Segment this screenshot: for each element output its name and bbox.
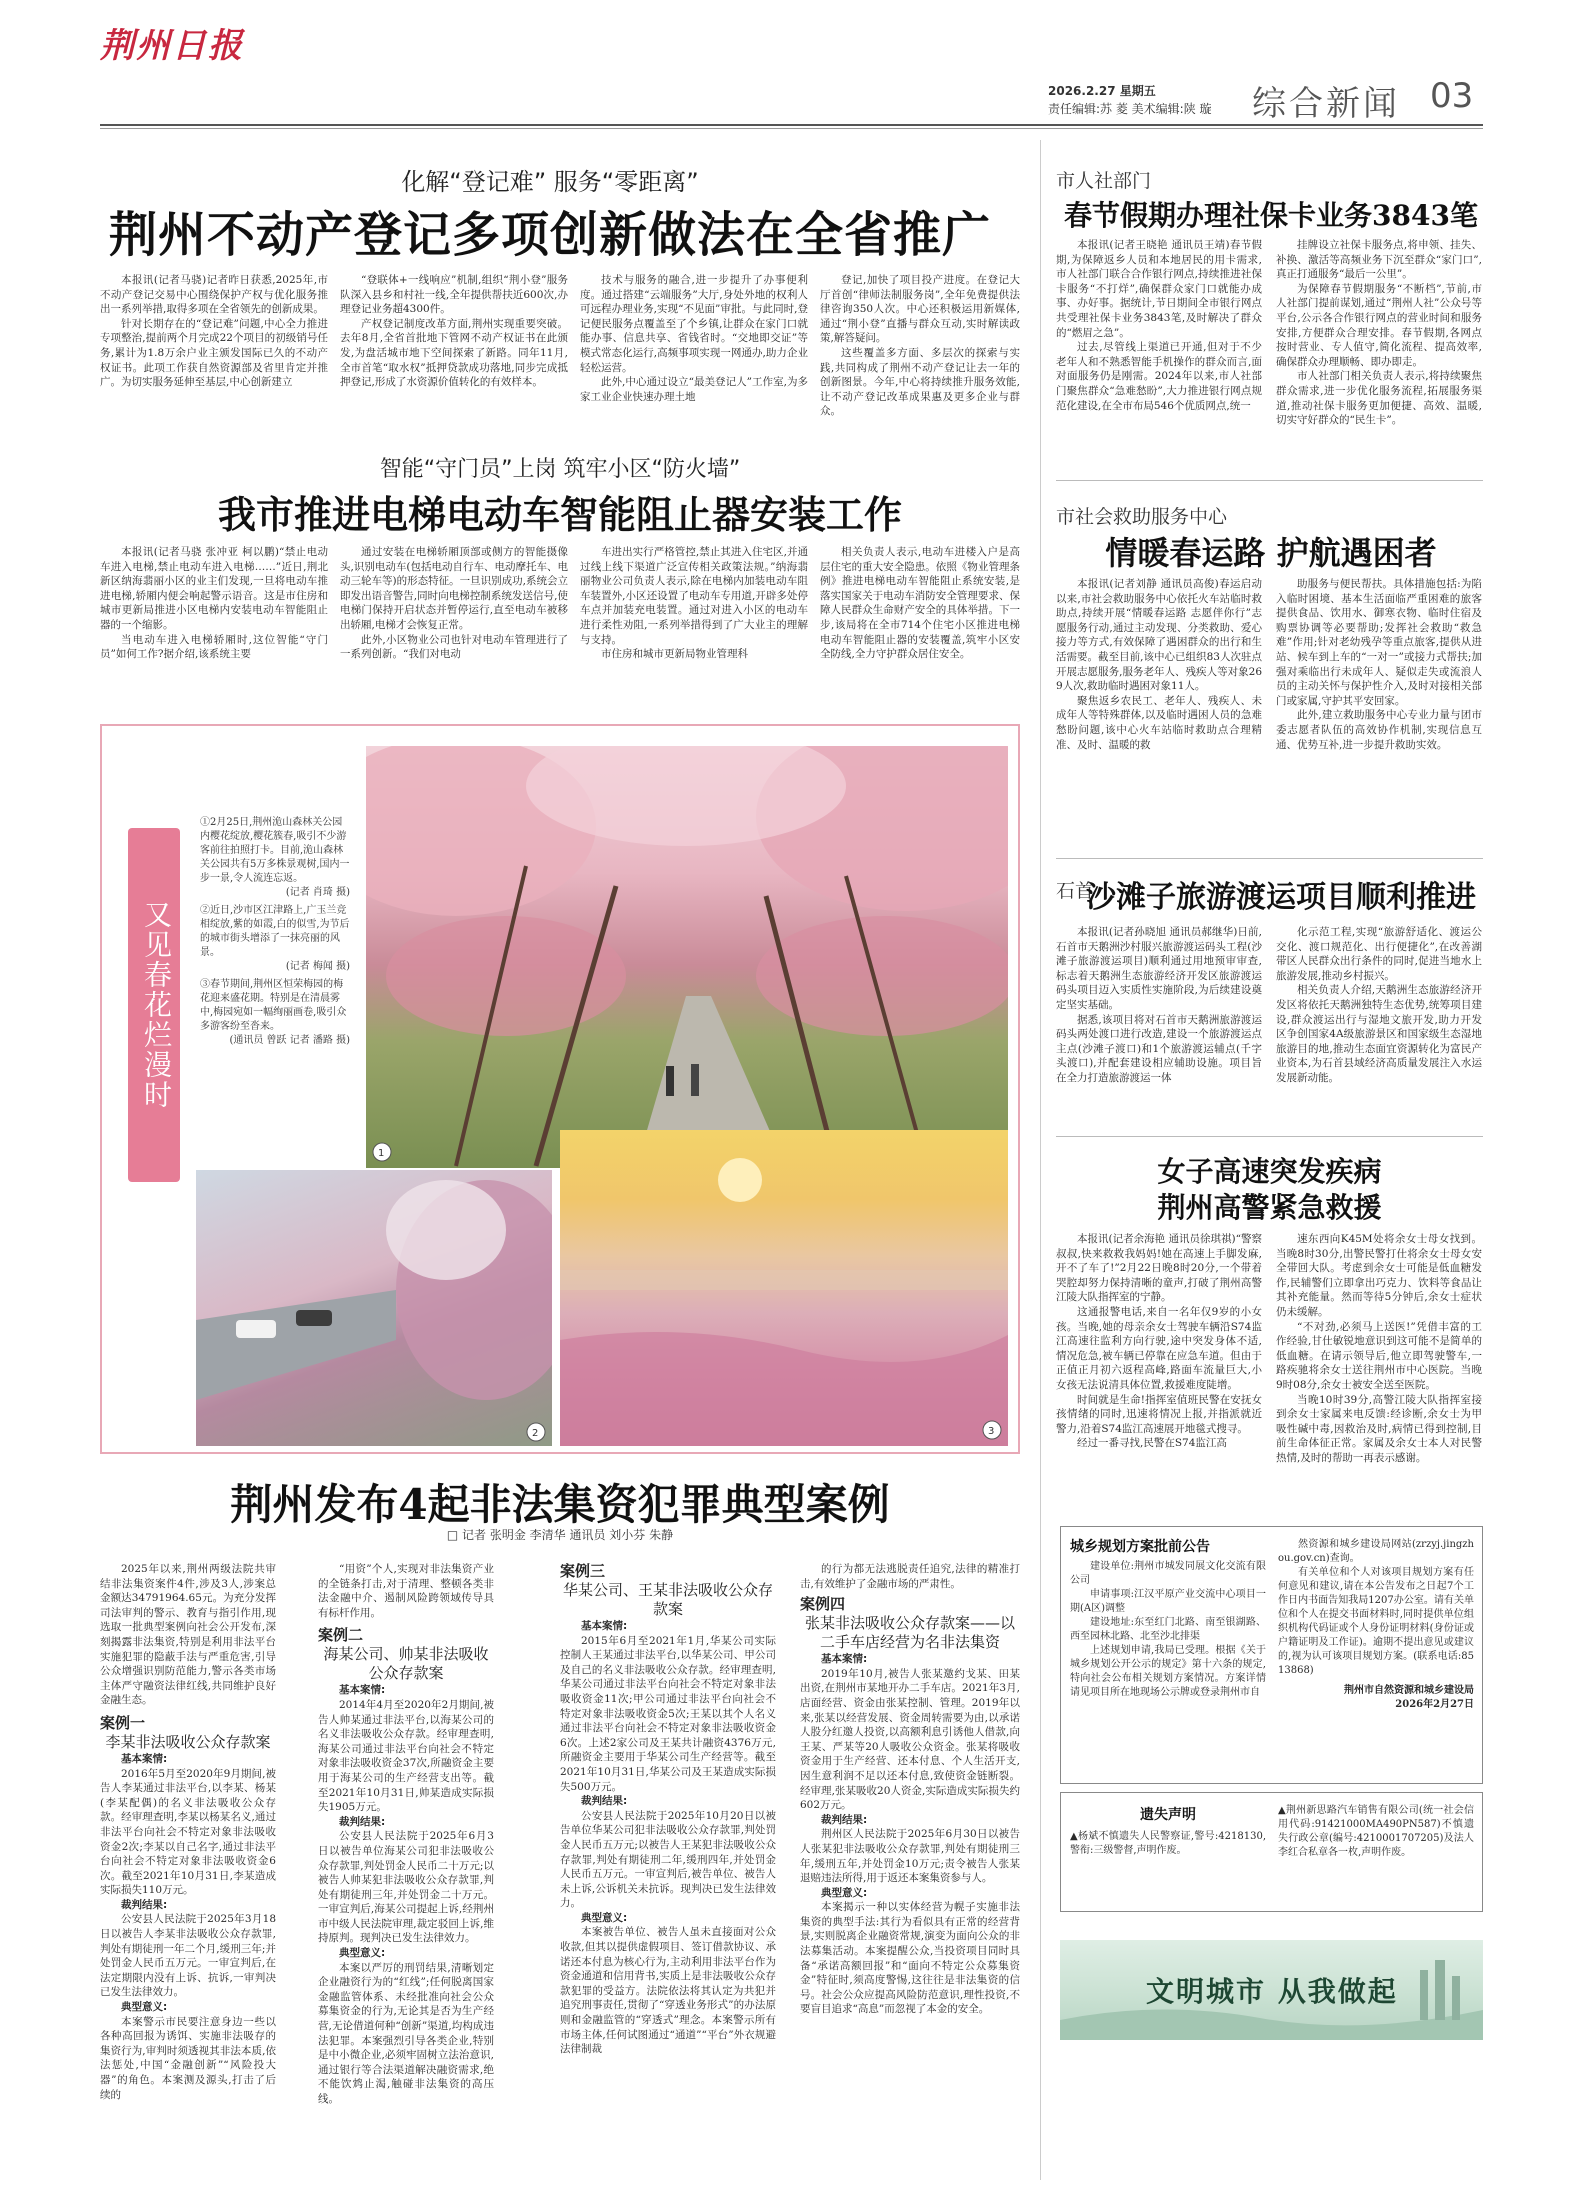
paragraph: 登记,加快了项目投产进度。在登记大厅首创“律师法制服务岗”,全年免费提供法律咨询350人次。中心还积极运用新媒体,通过“荆小登”直播与群众互动,实时解读政策,解答疑问。 bbox=[820, 274, 1020, 345]
case1-title: 李某非法吸收公众存款案 bbox=[105, 1732, 271, 1751]
notice-planning-title: 城乡规划方案批前公告 bbox=[1070, 1539, 1210, 1555]
paragraph: 申请事项:江汉平原产业交流中心项目一期(A区)调整 bbox=[1070, 1589, 1266, 1614]
plum-garden-illustration bbox=[560, 1130, 1008, 1446]
paragraph: 本案以严厉的刑罚结果,清晰划定企业融资行为的“红线”;任何脱离国家金融监管体系、未经批准向社会公众募集资金的行为,无论其是否为生产经营,无论借道何种“创新”渠道,均构成违法犯罪。本案强烈引导各类企业,特别是中小微企业,必须牢固树立法治意识,通过银行等合法渠道解决融资需求,绝不能饮鸩止渴,触碰非法集资的高压线。 bbox=[318, 1961, 494, 2105]
paragraph: 此外,小区物业公司也针对电动车管理进行了一系列创新。“我们对电动 bbox=[340, 633, 568, 661]
paragraph: 基本案情: bbox=[121, 1752, 168, 1765]
news4-title-line2: 荆州高警紧急救援 bbox=[1157, 1191, 1382, 1224]
paragraph: “登联体+一线响应”机制,组织“荆小登”服务队深入县乡和村社一线,全年提供帮扶近600次,办理登记业务超4300件。 bbox=[340, 274, 568, 316]
case1-head: 案例一 bbox=[100, 1713, 146, 1732]
paragraph: 本报讯(记者王晓艳 通讯员王靖)春节假期,为保障返乡人员和本地居民的用卡需求,市人社部门联合合作银行网点,持续推进社保卡服务“不打烊”,确保群众家门口就能办成事、办好事。据统计,节日期间全市银行网点共受理社保卡业务3843笔,及时解决了群众的“燃眉之急”。 bbox=[1056, 239, 1262, 339]
paragraph: 基本案情: bbox=[581, 1620, 628, 1632]
paragraph: 本案揭示一种以实体经营为幌子实施非法集资的典型手法:其行为看似具有正常的经营背景,实则脱离企业融资常规,演变为面向公众的非法募集活动。本案提醒公众,当投资项目同时具备“承诺高额回报”和“面向不特定公众募集资金”特征时,须高度警惕,这往往是非法集资的信号。社会公众应提高风险防范意识,理性投资,不要盲目追求“高息”而忽视了本金的安全。 bbox=[800, 1901, 1020, 2016]
civilized-city-banner bbox=[1060, 1940, 1483, 2040]
paragraph: 本报讯(记者刘静 通讯员高俊)春运启动以来,市社会救助服务中心依托火车站临时救助点,持续开展“情暖春运路 志愿伴你行”志愿服务行动,通过主动发现、分类救助、爱心接力等方式,有效保障了遇困群众的出行和生活需要。截至目前,该中心已组织83人次驻点开展志愿服务,服务老年人、残疾人等对象269人次,救助临时遇困对象11人。 bbox=[1056, 578, 1262, 693]
photo-magnolia-street bbox=[196, 1170, 552, 1446]
paragraph: 典型意义: bbox=[121, 2001, 168, 2014]
paragraph: 2015年6月至2021年1月,华某公司实际控制人王某通过非法平台,以华某公司、甲公司及自己的名义非法吸收公众存款。经审理查明,华某公司通过非法平台向社会不特定对象非法吸收资金11次;甲公司通过非法平台向社会不特定对象非法吸收资金5次;王某以其个人名义通过非法平台向社会不特定对象非法吸收资金6次。上述2家公司及王某共计融资4376万元,所融资金主要用于华某公司生产经营等。截至2021年10月31日,华某公司及王某造成实际损失500万元。 bbox=[560, 1634, 776, 1793]
photo-cherry-blossom-park bbox=[366, 746, 1008, 1168]
paragraph: 2025年以来,荆州两级法院共审结非法集资案件4件,涉及3人,涉案总金额达34791964.65元。为充分发挥司法审判的警示、教育与指引作用,现选取一批典型案例向社会公开发布,深刻揭露非法集资,特别是利用非法平台实施犯罪的隐蔽手法与严重危害,引导公众增强识别防范能力,警示各类市场主体严守融资法律红线,共同维护良好金融生态。 bbox=[100, 1563, 276, 1707]
paragraph: 本报讯(记者孙晓旭 通讯员郝继华)日前,石首市天鹅洲沙村服兴旅游渡运码头工程(沙滩子旅游渡运项目)顺利通过用地预审审查,标志着天鹅洲生态旅游经济开发区旅游渡运码头项目迈入实质性实施阶段,为后续建设奠定坚实基础。 bbox=[1056, 926, 1262, 1011]
notice-lost-title: 遗失声明 bbox=[1140, 1807, 1196, 1823]
news1-col1 bbox=[1056, 238, 1262, 468]
paragraph: 本报讯(记者马骁 张冲亚 柯以鹏)“禁止电动车进入电梯,禁止电动车进入电梯……”近日,荆北新区纳海翡丽小区的业主们发现,一旦将电动车推进电梯,轿厢内便会响起警示语音。这是市住房和城市更新局推进小区电梯内安装电动车智能阻止器的一个缩影。 bbox=[100, 546, 328, 631]
news3-col2 bbox=[1276, 925, 1482, 1125]
case3-head: 案例三 bbox=[560, 1562, 606, 1580]
paragraph: 相关负责人介绍,天鹅洲生态旅游经济开发区将依托天鹅洲独特生态优势,统筹项目建设,群众渡运出行与湿地文旅开发,助力开发区争创国家4A级旅游景区和国家级生态湿地旅游目的地,推动生态面宜资源转化为富民产业资本,为石首县域经济高质量发展注入水运发展新动能。 bbox=[1276, 984, 1482, 1084]
story2-title: 我市推进电梯电动车智能阻止器安装工作 bbox=[217, 492, 902, 537]
story3-col4 bbox=[800, 1562, 1020, 2182]
paragraph: 2019年10月,被告人张某邀约戈某、田某出资,在荆州市某地开办二手车店。2021年3月,店面经营、资金由张某控制、管理。2019年以来,张某以经营发展、资金周转需要为由,以承诺人股分红邀人投资,以高额利息引诱他人借款,向王某、严某等20人吸收公众资金。张某将吸收资金用于生产经营、还本付息、个人生活开支,因生意利润不足以还本付息,致使资金链断裂。经审理,张某吸收20人资金,实际造成实际损失约602万元。 bbox=[800, 1667, 1020, 1812]
notice-lost-item1: ▲杨斌不慎遗失人民警察证,警号:4218130,警衔:三级警督,声明作废。 bbox=[1070, 1831, 1266, 1856]
story3-col2 bbox=[318, 1562, 494, 2182]
paragraph: 荆州区人民法院于2025年6月30日以被告人张某犯非法吸收公众存款罪,判处有期徒刑三年,缓刑五年,并处罚金10万元;责令被告人张某退赔违法所得,用于返还本案集资参与人。 bbox=[800, 1828, 1020, 1885]
news1-rule bbox=[1056, 480, 1483, 481]
masthead-date: 2026.2.27 星期五 bbox=[1048, 84, 1156, 98]
paragraph: 上述规划申请,我局已受理。根据《关于城乡规划公开公示的规定》第十六条的规定,特向社会公布相关规划方案情况。方案详情请见项目所在地现场公示牌或登录荆州市自 bbox=[1070, 1645, 1266, 1698]
paragraph: 市住房和城市更新局物业管理科 bbox=[601, 648, 748, 661]
case2-head: 案例二 bbox=[318, 1626, 364, 1645]
notice-planning-signer: 荆州市自然资源和城乡建设局 bbox=[1344, 1685, 1474, 1696]
photo-feature-caption-1: ①2月25日,荆州洈山森林关公园内樱花绽放,樱花簇春,吸引不少游客前往拍照打卡。目前,洈山森林关公园共有5万多株景观树,国内一步一景,令人流连忘返。 (记者 肖琦 摄) ②近日,沙市区江津路上,广玉兰竞相绽放,紫的如霞,白的似雪,为节后的城市街头增添了一抹亮丽的风景。 (记者 梅闻 摄) ③春节期间,荆州区恒荣梅园的梅花迎来盛花期。特别是在清晨雾中,梅园宛如一幅绚丽画卷,吸引众多游客纷至沓来。 (通讯员 曾跃 记者 潘路 摄) bbox=[200, 817, 350, 1046]
news1-col2 bbox=[1276, 238, 1482, 468]
paragraph: 裁判结果: bbox=[581, 1795, 628, 1808]
paragraph: 2016年5月至2020年9月期间,被告人李某通过非法平台,以李某、杨某(李某配偶)的名义非法吸收公众存款。经审理查明,李某以杨某名义,通过非法平台向社会不特定对象非法吸收资金2次;李某以自己名字,通过非法平台向社会不特定对象非法吸收资金6次。截至2021年10月31日,李某造成实际损失110万元。 bbox=[100, 1767, 276, 1897]
case3-title: 华某公司、王某非法吸收公众存款案 bbox=[562, 1581, 773, 1618]
paragraph: “用资”个人,实现对非法集资产业的全链条打击,对于清理、整顿各类非法金融中介、遏制风险跨领域传导具有标杆作用。 bbox=[318, 1563, 494, 1619]
right-column-divider bbox=[1040, 140, 1041, 2180]
news3-title: 沙滩子旅游渡运项目顺利推进 bbox=[1086, 880, 1476, 915]
notice-lost-item2: ▲荆州新思路汽车销售有限公司(统一社会信用代码:91421000MA490PN587)不慎遗失行政公章(编号:4210001707205)及法人李红合私章各一枚,声明作废。 bbox=[1278, 1805, 1474, 1858]
story1-col4 bbox=[820, 273, 1020, 473]
paragraph: 本案被告单位、被告人虽未直接面对公众收款,但其以提供虚假项目、签订借款协议、承诺还本付息为核心行为,主动利用非法平台作为资金通道和信用背书,实质上是非法吸收公众存款犯罪的受益方。法院依法将其认定为共犯并追究刑事责任,贯彻了“穿透业务形式”的办法原则和金融监管的“穿透式”理念。本案警示所有市场主体,任何试图通过“通道”“平台”外衣规避法律制裁 bbox=[560, 1926, 776, 2056]
paragraph: 化示范工程,实现“旅游舒适化、渡运公交化、渡口规范化、出行便捷化”,在改善湖带区人民群众出行条件的同时,促进当地水上旅游发展,推动乡村振兴。 bbox=[1276, 926, 1482, 982]
paragraph: 的行为都无法逃脱责任追究,法律的精准打击,有效维护了金融市场的严肃性。 bbox=[800, 1563, 1020, 1590]
story3-col1 bbox=[100, 1562, 276, 2182]
paragraph: 公安县人民法院于2025年10月20日以被告单位华某公司犯非法吸收公众存款罪,判处罚金人民币五万元;以被告人王某犯非法吸收公众存款罪,判处有期徒刑二年,缓刑四年,并处罚金人民币五万元。一审宣判后,被告单位、被告人未上诉,公诉机关未抗诉。现判决已发生法律效力。 bbox=[560, 1809, 776, 1910]
notice-planning-date: 2026年2月27日 bbox=[1395, 1699, 1474, 1710]
paragraph: 典型意义: bbox=[581, 1911, 628, 1924]
story2-col3 bbox=[580, 545, 808, 685]
news2-title: 情暖春运路 护航遇困者 bbox=[1105, 534, 1437, 572]
paragraph: 经过一番寻找,民警在S74监江高 bbox=[1077, 1437, 1227, 1450]
svg-text:2: 2 bbox=[532, 1428, 539, 1439]
story3-title: 荆州发布4起非法集资犯罪典型案例 bbox=[230, 1480, 890, 1529]
story1-title: 荆州不动产登记多项创新做法在全省推广 bbox=[108, 207, 991, 263]
photo-feature-title: 又见春花烂漫时 bbox=[140, 900, 173, 1110]
masthead-rule bbox=[100, 124, 1483, 126]
paragraph: 本报讯(记者马骁)记者昨日获悉,2025年,市不动产登记交易中心围绕保护产权与优化服务推出一系列举措,取得多项在全省领先的创新成果。 bbox=[100, 274, 328, 316]
notice-planning-body bbox=[1070, 1560, 1266, 1770]
story3-col3 bbox=[560, 1562, 776, 2182]
paragraph: 基本案情: bbox=[339, 1684, 386, 1697]
paragraph: 助服务与便民帮扶。具体措施包括:为陷入临时困境、基本生活面临严重困难的旅客提供食品、饮用水、御寒衣物、临时住宿及购票协调等必要帮助;发挥社会救助“救急难”作用;针对老幼残孕等重点旅客,提供从进站、候车到上车的“一对一”或接力式帮扶;加强对乘临出行未成年人、疑似走失或流浪人员的主动关怀与保护性介入,及时对接相关部门或家属,守护其平安回家。 bbox=[1276, 578, 1482, 707]
paragraph: 2014年4月至2020年2月期间,被告人帅某通过非法平台,以海某公司的名义非法吸收公众存款。经审理查明,海某公司通过非法平台向社会不特定对象非法吸收资金37次,所融资金主要用于海某公司的生产经营支出等。截至2021年10月31日,帅某造成实际损失1905万元。 bbox=[318, 1698, 494, 1814]
paragraph: 本案警示市民要注意身边一些以各种高回报为诱饵、实施非法吸存的集资行为,审判时须透视其非法本质,依法惩处,中国“金融创新”“风险投大器”的角色。本案测及源头,打击了后续的 bbox=[100, 2015, 276, 2101]
news1-dept: 市人社部门 bbox=[1056, 170, 1152, 192]
news2-rule bbox=[1056, 858, 1483, 859]
svg-text:1: 1 bbox=[378, 1148, 385, 1159]
logo: 荆州日报 bbox=[100, 26, 244, 66]
paragraph: 这些覆盖多方面、多层次的探索与实践,共同构成了荆州不动产登记让去一年的创新图景。今年,中心将持续推升服务效能,让不动产登记改革成果惠及更多企业与群众。 bbox=[820, 346, 1020, 418]
news3-col1 bbox=[1056, 925, 1262, 1125]
news3-dept: 石首 bbox=[1056, 880, 1095, 902]
paragraph: 公安县人民法院于2025年6月3日以被告单位海某公司犯非法吸收公众存款罪,判处罚金人民币二十万元;以被告人帅某犯非法吸收公众存款罪,判处有期徒刑三年,并处罚金二十万元。一审宣判后,海某公司提起上诉,经荆州市中级人民法院审理,裁定驳回上诉,维持原判。现判决已发生法律效力。 bbox=[318, 1830, 494, 1945]
paragraph: 裁判结果: bbox=[821, 1813, 868, 1826]
svg-text:3: 3 bbox=[988, 1426, 995, 1437]
story2-col4 bbox=[820, 545, 1020, 685]
paragraph: 当电动车进入电梯轿厢时,这位智能“守门员”如何工作?据介绍,该系统主要 bbox=[100, 633, 328, 661]
case4-head: 案例四 bbox=[800, 1595, 846, 1614]
story2-kicker: 智能“守门员”上岗 筑牢小区“防火墙” bbox=[100, 452, 1020, 483]
paragraph: 此外,中心通过设立“最美登记人”工作室,为多家工业企业快速办理土地 bbox=[580, 376, 808, 403]
case4-title: 张某非法吸收公众存款案——以二手车店经营为名非法集资 bbox=[804, 1614, 1015, 1652]
paragraph: 聚焦返乡农民工、老年人、残疾人、未成年人等特殊群体,以及临时遇困人员的急难愁盼问题,该中心火车站临时救助点合理精准、及时、温暖的救 bbox=[1056, 694, 1262, 751]
news3-rule bbox=[1056, 1136, 1483, 1137]
page-number: 03 bbox=[1430, 76, 1474, 116]
paragraph: 建设地址:东至红门北路、南至银湖路、西至园林北路、北至沙北排渠 bbox=[1070, 1617, 1266, 1642]
news1-title: 春节假期办理社保卡业务3843笔 bbox=[1064, 199, 1478, 232]
paragraph: 典型意义: bbox=[339, 1947, 386, 1960]
paragraph: 时间就是生命!指挥室值班民警在安抚女孩情绪的同时,迅速将情况上报,并指派就近警力,沿着S74监江高速展开地毯式搜寻。 bbox=[1056, 1393, 1262, 1435]
paragraph: 挂牌设立社保卡服务点,将申领、挂失、补换、激活等高频业务下沉至群众“家门口”,真正打通服务“最后一公里”。 bbox=[1276, 239, 1482, 281]
cherry-trees-illustration bbox=[366, 746, 1008, 1168]
paragraph: 产权登记制度改革方面,荆州实现重要突破。去年8月,全省首批地下管网不动产权证书在此颁发,为盘活城市地下空间探索了新路。同年11月,全市首笔“取水权”抵押贷款成功落地,同步完成抵押登记,形成了水资源价值转化的有效样本。 bbox=[340, 317, 568, 389]
case2-title: 海某公司、帅某非法吸收公众存款案 bbox=[323, 1645, 489, 1683]
paragraph: 然资源和城乡建设局网站(zrzyj.jingzhou.gov.cn)查询。 bbox=[1278, 1539, 1474, 1564]
paragraph: 当晚10时39分,高警江陵大队指挥室接到余女士家属来电反馈:经诊断,余女士为甲吸性碱中毒,因救治及时,病情已得到控制,目前生命体征正常。家属及余女士本人对民警热情,及时的帮助一再表示感谢。 bbox=[1276, 1393, 1482, 1464]
section-name: 综合新闻 bbox=[1252, 84, 1400, 124]
story1-kicker: 化解“登记难” 服务“零距离” bbox=[401, 168, 699, 196]
news4-col1 bbox=[1056, 1232, 1262, 1512]
paragraph: 裁判结果: bbox=[339, 1815, 386, 1828]
paragraph: 这通报警电话,来自一名年仅9岁的小女孩。当晚,她的母亲余女士驾驶车辆沿S74监江高速往监利方向行驶,途中突发身体不适,情况危急,被车辆已停靠在应急车道。但由于正值正月初六返程高峰,路面车流量巨大,小女孩无法说清具体位置,救援难度陡增。 bbox=[1056, 1305, 1262, 1391]
paragraph: 公安县人民法院于2025年3月18日以被告人李某非法吸收公众存款罪,判处有期徒刑一年二个月,缓刑三年;并处罚金人民币五万元。一审宣判后,在法定期限内没有上诉、抗诉,一审判决已发生法律效力。 bbox=[100, 1913, 276, 1999]
paragraph: 针对长期存在的“登记难”问题,中心全力推进专项整治,提前两个月完成22个项目的初级销号任务,累计为1.8万余户业主颁发国际已久的不动产权证书。此项工作获自然资源部及省里肯定并推广。为切实服务延伸至基层,中心创新建立 bbox=[100, 317, 328, 389]
paragraph: 建设单位:荆州市城发同展文化交流有限公司 bbox=[1070, 1561, 1266, 1586]
photo-plum-garden-mist bbox=[560, 1130, 1008, 1446]
story1-col3 bbox=[580, 273, 808, 473]
story3-byline: □ 记者 张明金 李清华 通讯员 刘小芬 朱静 bbox=[446, 1528, 674, 1542]
story1-col2 bbox=[340, 273, 568, 473]
paragraph: 典型意义: bbox=[821, 1886, 868, 1899]
paragraph: 据悉,该项目将对石首市天鹅洲旅游渡运码头两处渡口进行改造,建设一个旅游渡运点主点(沙滩子渡口)和1个旅游渡运辅点(千字头渡口),并配套建设相应辅助设施。项目旨在全力打造旅游渡运一体 bbox=[1056, 1013, 1262, 1084]
news2-col1 bbox=[1056, 577, 1262, 847]
paragraph: 过去,尽管线上渠道已开通,但对于不少老年人和不熟悉智能手机操作的群众而言,面对面服务仍是刚需。2024年以来,市人社部门聚焦群众“急难愁盼”,大力推进银行网点规范化建设,在全市布局546个优质网点,统一 bbox=[1056, 341, 1262, 412]
news4-col2 bbox=[1276, 1232, 1482, 1512]
news2-col2 bbox=[1276, 577, 1482, 847]
story1-col1 bbox=[100, 273, 328, 473]
news4-title-line1: 女子高速突发疾病 bbox=[1157, 1155, 1382, 1188]
notice-planning-body-2 bbox=[1278, 1538, 1474, 1778]
paragraph: 裁判结果: bbox=[121, 1898, 168, 1911]
paragraph: 有关单位和个人对该项目规划方案有任何意见和建议,请在本公告发布之日起7个工作日内书面告知我局1207办公室。请有关单位和个人在提交书面材料时,同时提供单位组织机构代码证或个人身份证明材料(身份证或户籍证明及工作证)。逾期不提出意见或建议的,视为认可该项目规划方案。(联系电话:8513868) bbox=[1278, 1567, 1474, 1676]
paragraph: “不对劲,必须马上送医!”凭借丰富的工作经验,甘仕敏锐地意识到这可能不是简单的低血糖。在请示领导后,他立即驾驶警车,一路疾驰将余女士送往荆州市中心医院。当晚9时08分,余女士被安全送至医院。 bbox=[1276, 1320, 1482, 1391]
story2-col2 bbox=[340, 545, 568, 685]
paragraph: 本报讯(记者余海艳 通讯员徐琪祺)“警察叔叔,快来救救我妈妈!她在高速上手脚发麻,开不了车了!”2月22日晚8时20分,一个带着哭腔却努力保持清晰的童声,打破了荆州高警江陵大队指挥室的宁静。 bbox=[1056, 1233, 1262, 1304]
news2-dept: 市社会救助服务中心 bbox=[1056, 506, 1228, 528]
paragraph: 基本案情: bbox=[821, 1653, 868, 1666]
paragraph: 为保障春节假期服务“不断档”,节前,市人社部门提前谋划,通过“荆州人社”公众号等平台,公示各合作银行网点的营业时间和服务安排,方便群众合理安排。春节假期,各网点按时营业、专人值守,简化流程、提高效率,确保群众办理顺畅、即办即走。 bbox=[1276, 282, 1482, 368]
paragraph: 技术与服务的融合,进一步提升了办事便利度。通过搭建“云端服务”大厅,身处外地的权利人可远程办理业务,实现“不见面”审批。与此同时,登记便民服务点覆盖至了个乡镇,让群众在家门口就能办事、信息共享、省钱省时。“交地即交证”等模式常态化运行,高频事项实现一网通办,助力企业轻松运营。 bbox=[580, 274, 808, 374]
banner-text: 文明城市 从我做起 bbox=[1146, 1975, 1398, 2008]
paragraph: 市人社部门相关负责人表示,将持续聚焦群众需求,进一步优化服务流程,拓展服务渠道,推动社保卡服务更加便捷、高效、温暖,切实守好群众的“民生卡”。 bbox=[1276, 370, 1482, 427]
paragraph: 此外,建立救助服务中心专业力量与团市委志愿者队伍的高效协作机制,实现信息互通、优势互补,进一步提升救助实效。 bbox=[1276, 709, 1482, 751]
story2-col1 bbox=[100, 545, 328, 685]
magnolia-illustration bbox=[196, 1170, 552, 1446]
masthead bbox=[0, 0, 1583, 124]
paragraph: 相关负责人表示,电动车进楼入户是高层住宅的重大安全隐患。依照《物业管理条例》推进电梯电动车智能阻止系统安装,是落实国家关于电动车消防安全管理要求、保障人民群众生命财产安全的具体举措。下一步,该局将在全市714个住宅小区推进电梯电动车智能阻止器的安装覆盖,筑牢小区安全防线,全力守护群众居住安全。 bbox=[820, 546, 1020, 661]
masthead-rule-thin bbox=[100, 128, 1483, 129]
paragraph: 通过安装在电梯轿厢顶部或侧方的智能摄像头,识别电动车(包括电动自行车、电动摩托车、电动三轮车等)的形态特征。一旦识别成功,系统会立即发出语音警告,同时向电梯控制系统发送信号,使电梯门保持开启状态并暂停运行,直至电动车被移出轿厢,电梯才会恢复正常。 bbox=[340, 546, 568, 631]
paragraph: 速东西向K45M处将余女士母女找到。当晚8时30分,出警民警打仕将余女士母女安全带回大队。考虑到余女士可能是低血糖发作,民辅警们立即拿出巧克力、饮料等食品让其补充能量。然而等待5分钟后,余女士症状仍未缓解。 bbox=[1276, 1233, 1482, 1318]
masthead-editors: 责任编辑:苏 菱 美术编辑:陕 璇 bbox=[1048, 102, 1212, 116]
paragraph: 车进出实行严格管控,禁止其进入住宅区,并通过线上线下渠道广泛宣传相关政策法规。”纳海翡丽物业公司负责人表示,除在电梯内加装电动车阻车装置外,小区还设置了电动车专用道,开辟多处停车点并加装充电装置。通过对进入小区的电动车进行柔性劝阻,一系列举措得到了广大业主的理解与支持。 bbox=[580, 546, 808, 646]
